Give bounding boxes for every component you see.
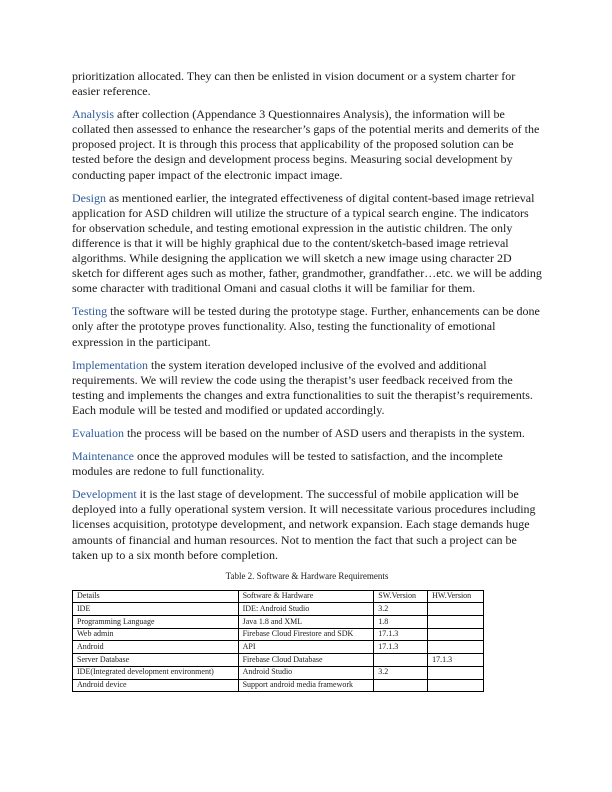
table-cell: IDE(Integrated development environment)	[73, 666, 239, 679]
keyword-maintenance: Maintenance	[72, 449, 134, 464]
document-page	[72, 69, 542, 692]
table-row	[73, 641, 484, 654]
table-row	[73, 603, 484, 616]
table-cell: 1.8	[374, 616, 428, 629]
table-cell: IDE	[73, 603, 239, 616]
header-cell: HW.Version	[428, 590, 484, 603]
table-cell: Support android media framework	[238, 679, 374, 692]
table-cell: Android Studio	[238, 666, 374, 679]
table-cell	[374, 654, 428, 667]
paragraph-implementation: Implementation the system iteration developed inclusive of the evolved and additional requirements. We will review the code using the therapist’s user feedback received from the testing and implements the changes and extra functionalities to suit the therapist’s requirements. Each module will be tested and modified or updated accordingly.	[72, 357, 533, 417]
table-cell: Android device	[73, 679, 239, 692]
requirements-table	[72, 590, 484, 693]
table-cell: Programming Language	[73, 616, 239, 629]
table-cell	[428, 628, 484, 641]
table-row	[73, 666, 484, 679]
table-cell: 17.1.3	[428, 654, 484, 667]
table-caption: Table 2. Software & Hardware Requirements	[225, 570, 389, 581]
keyword-evaluation: Evaluation	[72, 425, 124, 440]
table-row	[73, 628, 484, 641]
table-row	[73, 679, 484, 692]
table-cell: 17.1.3	[374, 641, 428, 654]
table-cell: API	[238, 641, 374, 654]
keyword-design: Design	[72, 190, 106, 205]
keyword-implementation: Implementation	[72, 357, 148, 372]
paragraph-maintenance: Maintenance once the approved modules will be tested to satisfaction, and the incomplete modules are redone to full functionality.	[72, 449, 503, 479]
table-cell: 3.2	[374, 666, 428, 679]
paragraph-development: Development it is the last stage of development. The successful of mobile application will be deployed into a fully operational system version. It will necessitate various procedures including licenses acquisition, prototype development, and network expansion. Each stage demands huge amounts of financial and human resources. Not to mention the fact that such a project can be taken up to a six month before completion.	[72, 487, 536, 562]
table-cell: Firebase Cloud Firestore and SDK	[238, 628, 374, 641]
table-row	[73, 654, 484, 667]
table-cell: 17.1.3	[374, 628, 428, 641]
header-cell: Software & Hardware	[238, 590, 374, 603]
keyword-analysis: Analysis	[72, 107, 114, 122]
table-header-row	[73, 590, 484, 603]
keyword-testing: Testing	[72, 304, 108, 319]
table-cell: 3.2	[374, 603, 428, 616]
table-cell	[428, 679, 484, 692]
table-cell	[428, 641, 484, 654]
table-cell: Java 1.8 and XML	[238, 616, 374, 629]
table-cell: Web admin	[73, 628, 239, 641]
table-row	[73, 616, 484, 629]
keyword-development: Development	[72, 487, 137, 502]
table-cell: Firebase Cloud Database	[238, 654, 374, 667]
paragraph-evaluation: Evaluation the process will be based on the number of ASD users and therapists in the system.	[72, 425, 525, 440]
header-cell: Details	[73, 590, 239, 603]
table-cell: IDE: Android Studio	[238, 603, 374, 616]
table-cell	[374, 679, 428, 692]
paragraph-intro: prioritization allocated. They can then be enlisted in vision document or a system charter for easier reference.	[72, 69, 516, 99]
table-cell	[428, 666, 484, 679]
table-cell: Server Database	[73, 654, 239, 667]
table-cell: Android	[73, 641, 239, 654]
header-cell: SW.Version	[374, 590, 428, 603]
paragraph-testing: Testing the software will be tested during the prototype stage. Further, enhancements can be done only after the prototype proves functionality. Also, testing the functionality of emotional expression in the participant.	[72, 304, 540, 349]
table-cell	[428, 616, 484, 629]
paragraph-analysis: Analysis after collection (Appendance 3 Questionnaires Analysis), the information will be collated then assessed to enhance the researcher’s gaps of the potential merits and demerits of the proposed project. It is through this process that applicability of the proposed solution can be tested before the design and development process begins. Measuring social development by conducting paper impact of the electronic impact image.	[72, 107, 540, 182]
table-cell	[428, 603, 484, 616]
paragraph-design: Design as mentioned earlier, the integrated effectiveness of digital content-based image retrieval application for ASD children will utilize the structure of a typical search engine. The indicators for observation schedule, and testing emotional expression in the autistic children. The only difference is that it will be highly graphical due to the content/sketch-based image retrieval algorithms. While designing the application we will sketch a new image using character 2D sketch for different ages such as mother, father, grandmother, grandfather…etc. we will be adding some character with traditional Omani and casual cloths it will be familiar for them.	[72, 190, 542, 296]
